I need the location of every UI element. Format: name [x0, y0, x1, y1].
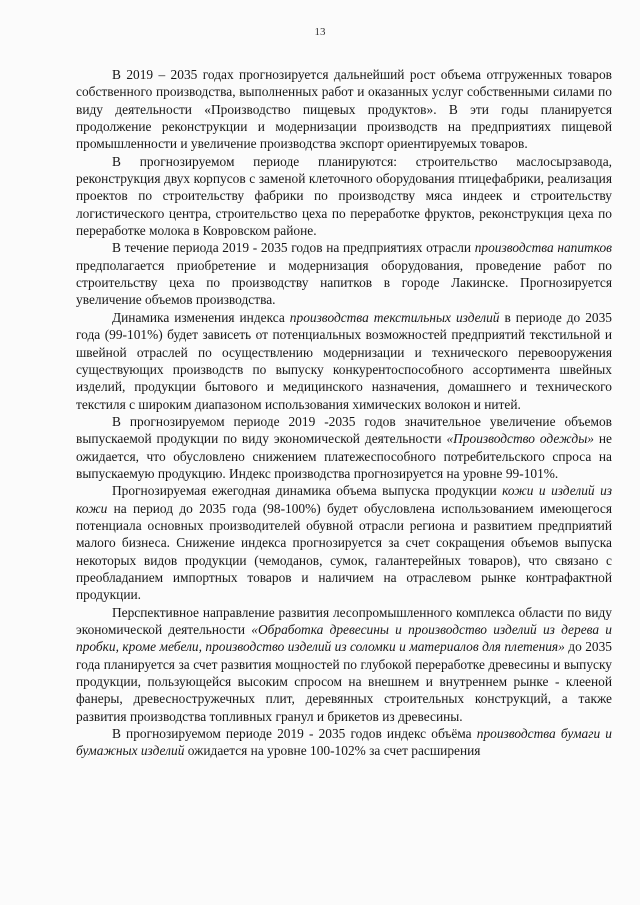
text-run: В прогнозируемом периоде 2019 - 2035 годов индекс объёма [112, 726, 477, 742]
text-run: Прогнозируемая ежегодная динамика объема выпуска продукции [112, 483, 503, 499]
italic-term: производства бумаги и бумажных изделий [76, 726, 612, 759]
text-run: не ожидается, что обусловлено снижением платежеспособного потребительского спроса на выпускаемую продукцию. Индекс производства прогнозируется на уровне 99-101%. [76, 431, 612, 481]
paragraph [76, 239, 612, 308]
text-run: В прогнозируемом периоде планируются: строительство маслосырзавода, реконструкция двух корпусов с заменой клеточного оборудования птицефабрики, реализация проектов по строительству фабрики по производству мяса индеек и строительству логистического центра, строительство цеха по переработке фруктов, реконструкция цеха по переработке молока в Ковровском районе. [76, 153, 612, 239]
text-run: в периоде до 2035 года (99-101%) будет зависеть от потенциальных возможностей предприятий текстильной и швейной отраслей по осуществлению модернизации и технического перевооружения существующих производств по выпуску конкурентоспособного ассортимента швейных изделий, продукции бытового и медицинского назначения, домашнего и технического текстиля с широким диапазоном использования химических волокон и нитей. [76, 309, 612, 412]
italic-term: «Обработка древесины и производство изделий из дерева и пробки, кроме мебели, производство изделий из соломки и материалов для плетения» [76, 622, 612, 655]
text-run: предполагается приобретение и модернизация оборудования, проведение работ по строительству цеха по производству напитков в городе Лакинске. Прогнозируется увеличение объемов производства. [76, 257, 612, 308]
italic-term: производства текстильных изделий [289, 309, 500, 325]
paragraph [76, 66, 612, 153]
italic-term: производства напитков [474, 240, 612, 256]
text-run: до 2035 года планируется за счет развития мощностей по глубокой переработке древесины и выпуску продукции, пользующейся высоким спросом на внешнем и внутреннем рынке - клееной фанеры, древесностружечных плит, деревянных строительных конструкций, а также развития производства топливных гранул и брикетов из древесины. [76, 639, 612, 724]
text-run: на период до 2035 года (98-100%) будет обусловлена использованием имеющегося потенциала основных производителей обувной отрасли региона и развитием предприятий малого бизнеса. Снижение индекса прогнозируется за счет сокращения объемов выпуска некоторых видов продукции (чемоданов, сумок, галантерейных товаров), что связано с преобладанием импортных товаров и наличием на отраслевом рынке контрафактной продукции. [76, 500, 612, 603]
page-number: 13 [314, 26, 326, 38]
text-run: В 2019 – 2035 годах прогнозируется дальнейший рост объема отгруженных товаров собственного производства, выполненных работ и оказанных услуг собственными силами по виду деятельности «Производство пищевых продуктов». В эти годы планируется продолжение реконструкции и модернизации производств на предприятиях пищевой промышленности и увеличение производства экспорт ориентируемых товаров. [76, 67, 612, 152]
document-body [76, 66, 612, 760]
paragraph [76, 725, 612, 760]
text-run: В течение периода 2019 - 2035 годов на предприятиях отрасли [112, 240, 475, 256]
italic-term: «Производство одежды» [446, 431, 594, 447]
text-run: В прогнозируемом периоде 2019 -2035 годов значительное увеличение объемов выпускаемой продукции по виду экономической деятельности [76, 413, 612, 447]
text-run: Перспективное направление развития лесопромышленного комплекса области по виду экономической деятельности [76, 604, 612, 637]
text-run: ожидается на уровне 100-102% за счет расширения [184, 743, 481, 759]
paragraph [76, 482, 612, 603]
paragraph [76, 604, 612, 725]
paragraph [76, 413, 612, 482]
italic-term: кожи и изделий из кожи [76, 483, 612, 516]
paragraph [76, 309, 612, 413]
paragraph [76, 153, 612, 240]
text-run: Динамика изменения индекса [112, 309, 290, 325]
